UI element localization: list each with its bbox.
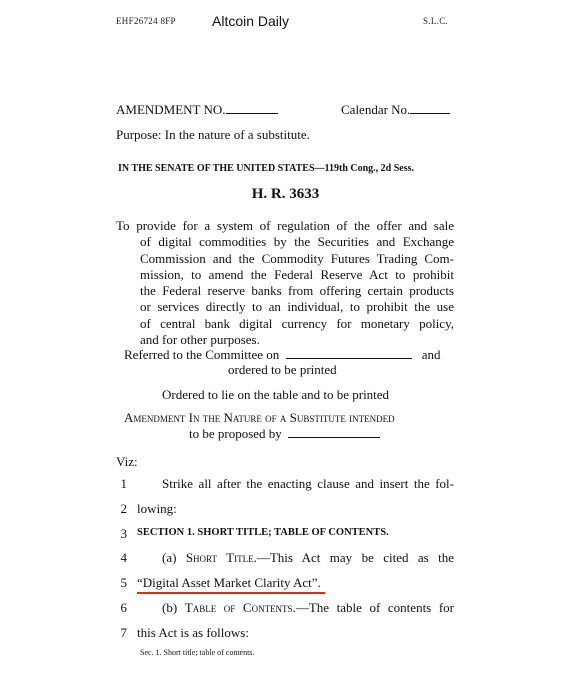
purpose-text-line: Commission and the Commodity Futures Trading Com- — [140, 250, 454, 266]
amendment-no-label: AMENDMENT NO. — [116, 102, 226, 117]
purpose-text-line: mission, to amend the Federal Reserve Act to prohibit — [140, 266, 454, 282]
toc-subsection-line — [162, 600, 454, 616]
line-text: Strike all after the enacting clause and insert the fol- — [162, 476, 454, 491]
purpose-text-line: the Federal reserve banks from offering certain products — [140, 283, 454, 299]
line-number: 2 — [120, 501, 127, 516]
proposed-by-label: to be proposed by — [189, 426, 282, 441]
subsection-text: .—This Act may be cited as the — [253, 550, 454, 565]
line-text: this Act is as follows: — [137, 625, 249, 640]
bill-purpose-paragraph — [116, 218, 454, 348]
viz-label: Viz: — [116, 454, 138, 469]
subsection-marker: (b) — [162, 600, 185, 615]
bill-text-line — [162, 600, 454, 616]
bill-text-line — [162, 550, 454, 566]
proposed-by-blank — [288, 426, 380, 438]
referred-and: and — [421, 347, 441, 362]
committee-blank — [286, 347, 412, 359]
purpose-text-line: and for other purposes. — [140, 332, 260, 348]
purpose-text-line: of digital commodities by the Securities and Exchange — [140, 234, 454, 250]
bill-number: H. R. 3633 — [251, 186, 320, 202]
ordered-printed-line: ordered to be printed — [228, 362, 337, 377]
purpose-line: Purpose: In the nature of a substitute. — [116, 127, 310, 142]
document-code: EHF26724 8FP — [116, 16, 176, 26]
referred-label: Referred to the Committee on — [124, 347, 280, 362]
slc-label: S.L.C. — [423, 16, 449, 26]
amendment-number — [116, 102, 278, 118]
red-underline-highlight — [137, 592, 325, 594]
subsection-marker: (a) — [162, 550, 186, 565]
section-heading: SECTION 1. SHORT TITLE; TABLE OF CONTENTS. — [137, 527, 389, 538]
calendar-no-label: Calendar No. — [341, 102, 411, 117]
referred-line — [124, 347, 441, 363]
purpose-text-line: To provide for a system of regulation of the offer and sale — [116, 218, 454, 233]
line-number: 4 — [120, 550, 127, 565]
calendar-no-blank — [410, 102, 450, 114]
purpose-text-line: or services directly to an individual, to prohibit the use — [140, 299, 454, 315]
short-title-text: “Digital Asset Market Clarity Act”. — [137, 575, 321, 590]
line-number: 7 — [120, 625, 127, 640]
subsection-heading: Short Title — [185, 550, 254, 565]
line-number: 1 — [120, 476, 127, 491]
subsection-heading: Table of Contents — [184, 600, 293, 615]
ains-line: Amendment In the Nature of a Substitute intended — [124, 410, 395, 425]
watermark-text: Altcoin Daily — [212, 13, 290, 29]
toc-entry: Sec. 1. Short title; table of contents. — [140, 648, 255, 657]
ordered-table-line: Ordered to lie on the table and to be printed — [162, 387, 390, 402]
proposed-by-line — [189, 426, 380, 442]
line-number: 6 — [120, 600, 127, 615]
short-title-line — [162, 550, 454, 566]
purpose-text-line: of central bank digital currency for monetary policy, — [140, 315, 454, 331]
line-number: 3 — [120, 526, 127, 541]
calendar-number — [341, 102, 450, 118]
line-text: lowing: — [137, 501, 177, 516]
line-number: 5 — [120, 575, 127, 590]
bill-text-line — [162, 476, 454, 492]
senate-heading: IN THE SENATE OF THE UNITED STATES—119th Cong., 2d Sess. — [118, 163, 415, 174]
amendment-no-blank — [226, 102, 278, 114]
subsection-text: .—The table of contents for — [292, 600, 454, 615]
